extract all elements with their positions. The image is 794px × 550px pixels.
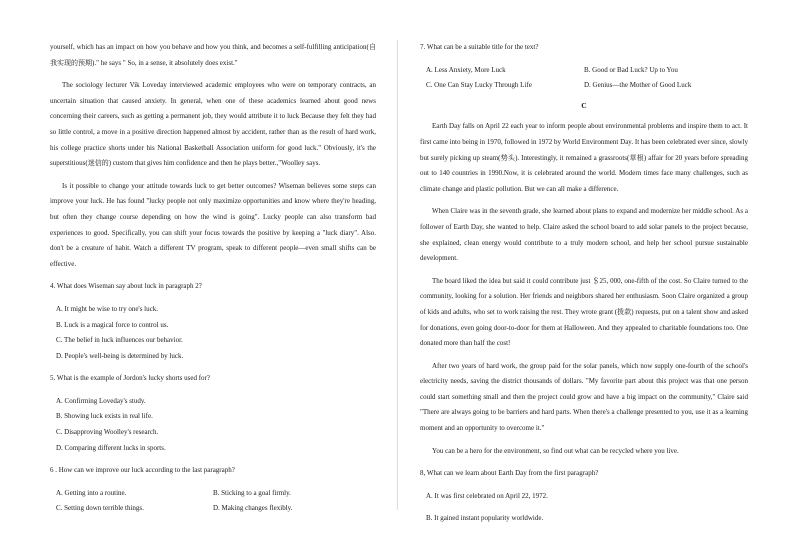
question-7: 7. What can be a suitable title for the text? <box>420 43 539 51</box>
q7-option-a: A. Less Anxiety, More Luck <box>426 65 506 74</box>
column-divider <box>397 40 398 510</box>
q5-option-c: C. Disapproving Woolley's research. <box>56 428 159 437</box>
q7-option-b: B. Good or Bad Luck? Up to You <box>584 65 678 74</box>
q6-option-b: B. Sticking to a goal firmly. <box>213 488 291 497</box>
question-5: 5. What is the example of Jordon's lucky shorts used for? <box>50 374 210 383</box>
q6-option-d: D. Making changes flexibly. <box>213 504 293 513</box>
q8-option-b: B. It gained instant popularity worldwide. <box>426 514 544 523</box>
q5-option-b: B. Showing luck exists in real life. <box>56 412 153 421</box>
q7-option-c: C. One Can Stay Lucky Through Life <box>426 81 532 90</box>
q5-option-a: A. Confirming Loveday's study. <box>56 396 146 405</box>
q8-option-a: A. It was first celebrated on April 22, 1972. <box>426 491 548 500</box>
passage-paragraph-intro: yourself, which has an impact on how you behave and how you think, and becomes a self-fulfilling anticipation(自我实现的预期)." he says " So, in a sense, it absolutely does exist." <box>50 43 376 67</box>
q4-option-d: D. People's well-being is determined by luck. <box>56 351 184 360</box>
passage-paragraph-change-luck: Is it possible to change your attitude towards luck to get better outcomes? Wiseman believes some steps can improve your luck. He has found "lucky people not only maximize opportunities and know where they're heading, but often they change course depending on how the wind is going". Lucky people can also transform bad experiences to good. Specifically, you can shift your focus towards the positive by keeping a "luck diary". Also. don't be a creature of habit. Watch a different TV program, speak to different people—even small shifts can be effective. <box>50 181 376 268</box>
passage-paragraph-sociology: The sociology lecturer Vik Loveday interviewed academic employees who were on temporary contracts, an uncertain situation that caused anxiety. In general, when one of these academics learned about good news concerning their careers, such as getting a permanent job, they would attribute it to luck Because they felt they had so little control, a move in a positive direction happened almost by accident, rather than as the result of hard work, his college practice shorts under his National Basketball Association uniform for good luck." Obviously, it's the superstitious(迷信的) custom that gives him confidence and then he plays better.,"Woolley says. <box>50 81 376 168</box>
q6-option-a: A. Getting into a routine. <box>56 488 127 497</box>
q7-option-d: D. Genius—the Mother of Good Luck <box>584 81 692 90</box>
q5-option-d: D. Comparing different lucks in sports. <box>56 443 166 452</box>
passage-paragraph-after-two-years: After two years of hard work, the group paid for the solar panels, which now supply one-fourth of the school's electricity needs, saving the district thousands of dollars. "My favorite part about this project was that one person could start something small and then the project could grow and have a big impact on the community," Claire said "There are always going to be barriers and hard parts. When there's a challenge presented to you, use it as a learning moment and an opportunity to overcome it." <box>420 361 748 433</box>
question-8: 8, What can we learn about Earth Day from the first paragraph? <box>420 469 599 478</box>
passage-paragraph-earth-day: Earth Day falls on April 22 each year to inform people about environmental problems and inspire them to act. It first came into being in 1970, followed in 1972 by World Environment Day. It has been celebrated ever since, slowly but surely picking up steam(势头). Interestingly, it remained a grassroots(草根) affair for 20 years before spreading out to 140 countries in 1990.Now, it is celebrated around the world. Modern times face many challenges, such as climate change and plastic pollution. But we can all make a difference. <box>420 122 748 193</box>
question-6: 6 . How can we improve our luck according to the last paragraph? <box>50 466 235 475</box>
section-heading-c: C <box>581 100 587 110</box>
passage-paragraph-claire: When Claire was in the seventh grade, she learned about plans to expand and modernize her middle school. As a follower of Earth Day, she wanted to help. Claire asked the school board to add solar panels to the project because, she explained, clean energy would contribute to a truly modern school, and help her school pursue sustainable development. <box>420 207 748 263</box>
question-4: 4. What does Wiseman say about luck in paragraph 2? <box>50 282 202 291</box>
q4-option-c: C. The belief in luck influences our behavior. <box>56 336 183 345</box>
q7-options-row-1 <box>420 63 748 79</box>
q4-option-a: A. It might be wise to try one's luck. <box>56 304 158 313</box>
q4-option-b: B. Luck is a magical force to control us. <box>56 320 169 329</box>
passage-paragraph-board: The board liked the idea but said it could contribute just ＄25, 000, one-fifth of the cost. So Claire turned to the community, looking for a solution. Her friends and neighbors shared her enthusiasm. Soon Claire organized a group of kids and adults, who set to work raising the rest. They wrote grant (拨款) requests, put on a talent show and asked for donations, even going door-to-door for them at Halloween. And they appealed to charitable foundations too. One donated more than half the cost! <box>420 276 748 348</box>
left-column <box>50 40 376 517</box>
passage-paragraph-hero: You can be a hero for the environment, so find out what can be recycled where you live. <box>432 446 679 455</box>
right-column <box>420 40 748 527</box>
q6-option-c: C. Setting down terrible things. <box>56 504 144 513</box>
q6-options-row-2 <box>50 501 376 517</box>
q7-options-row-2 <box>420 78 748 94</box>
q6-options-row-1 <box>50 486 376 502</box>
